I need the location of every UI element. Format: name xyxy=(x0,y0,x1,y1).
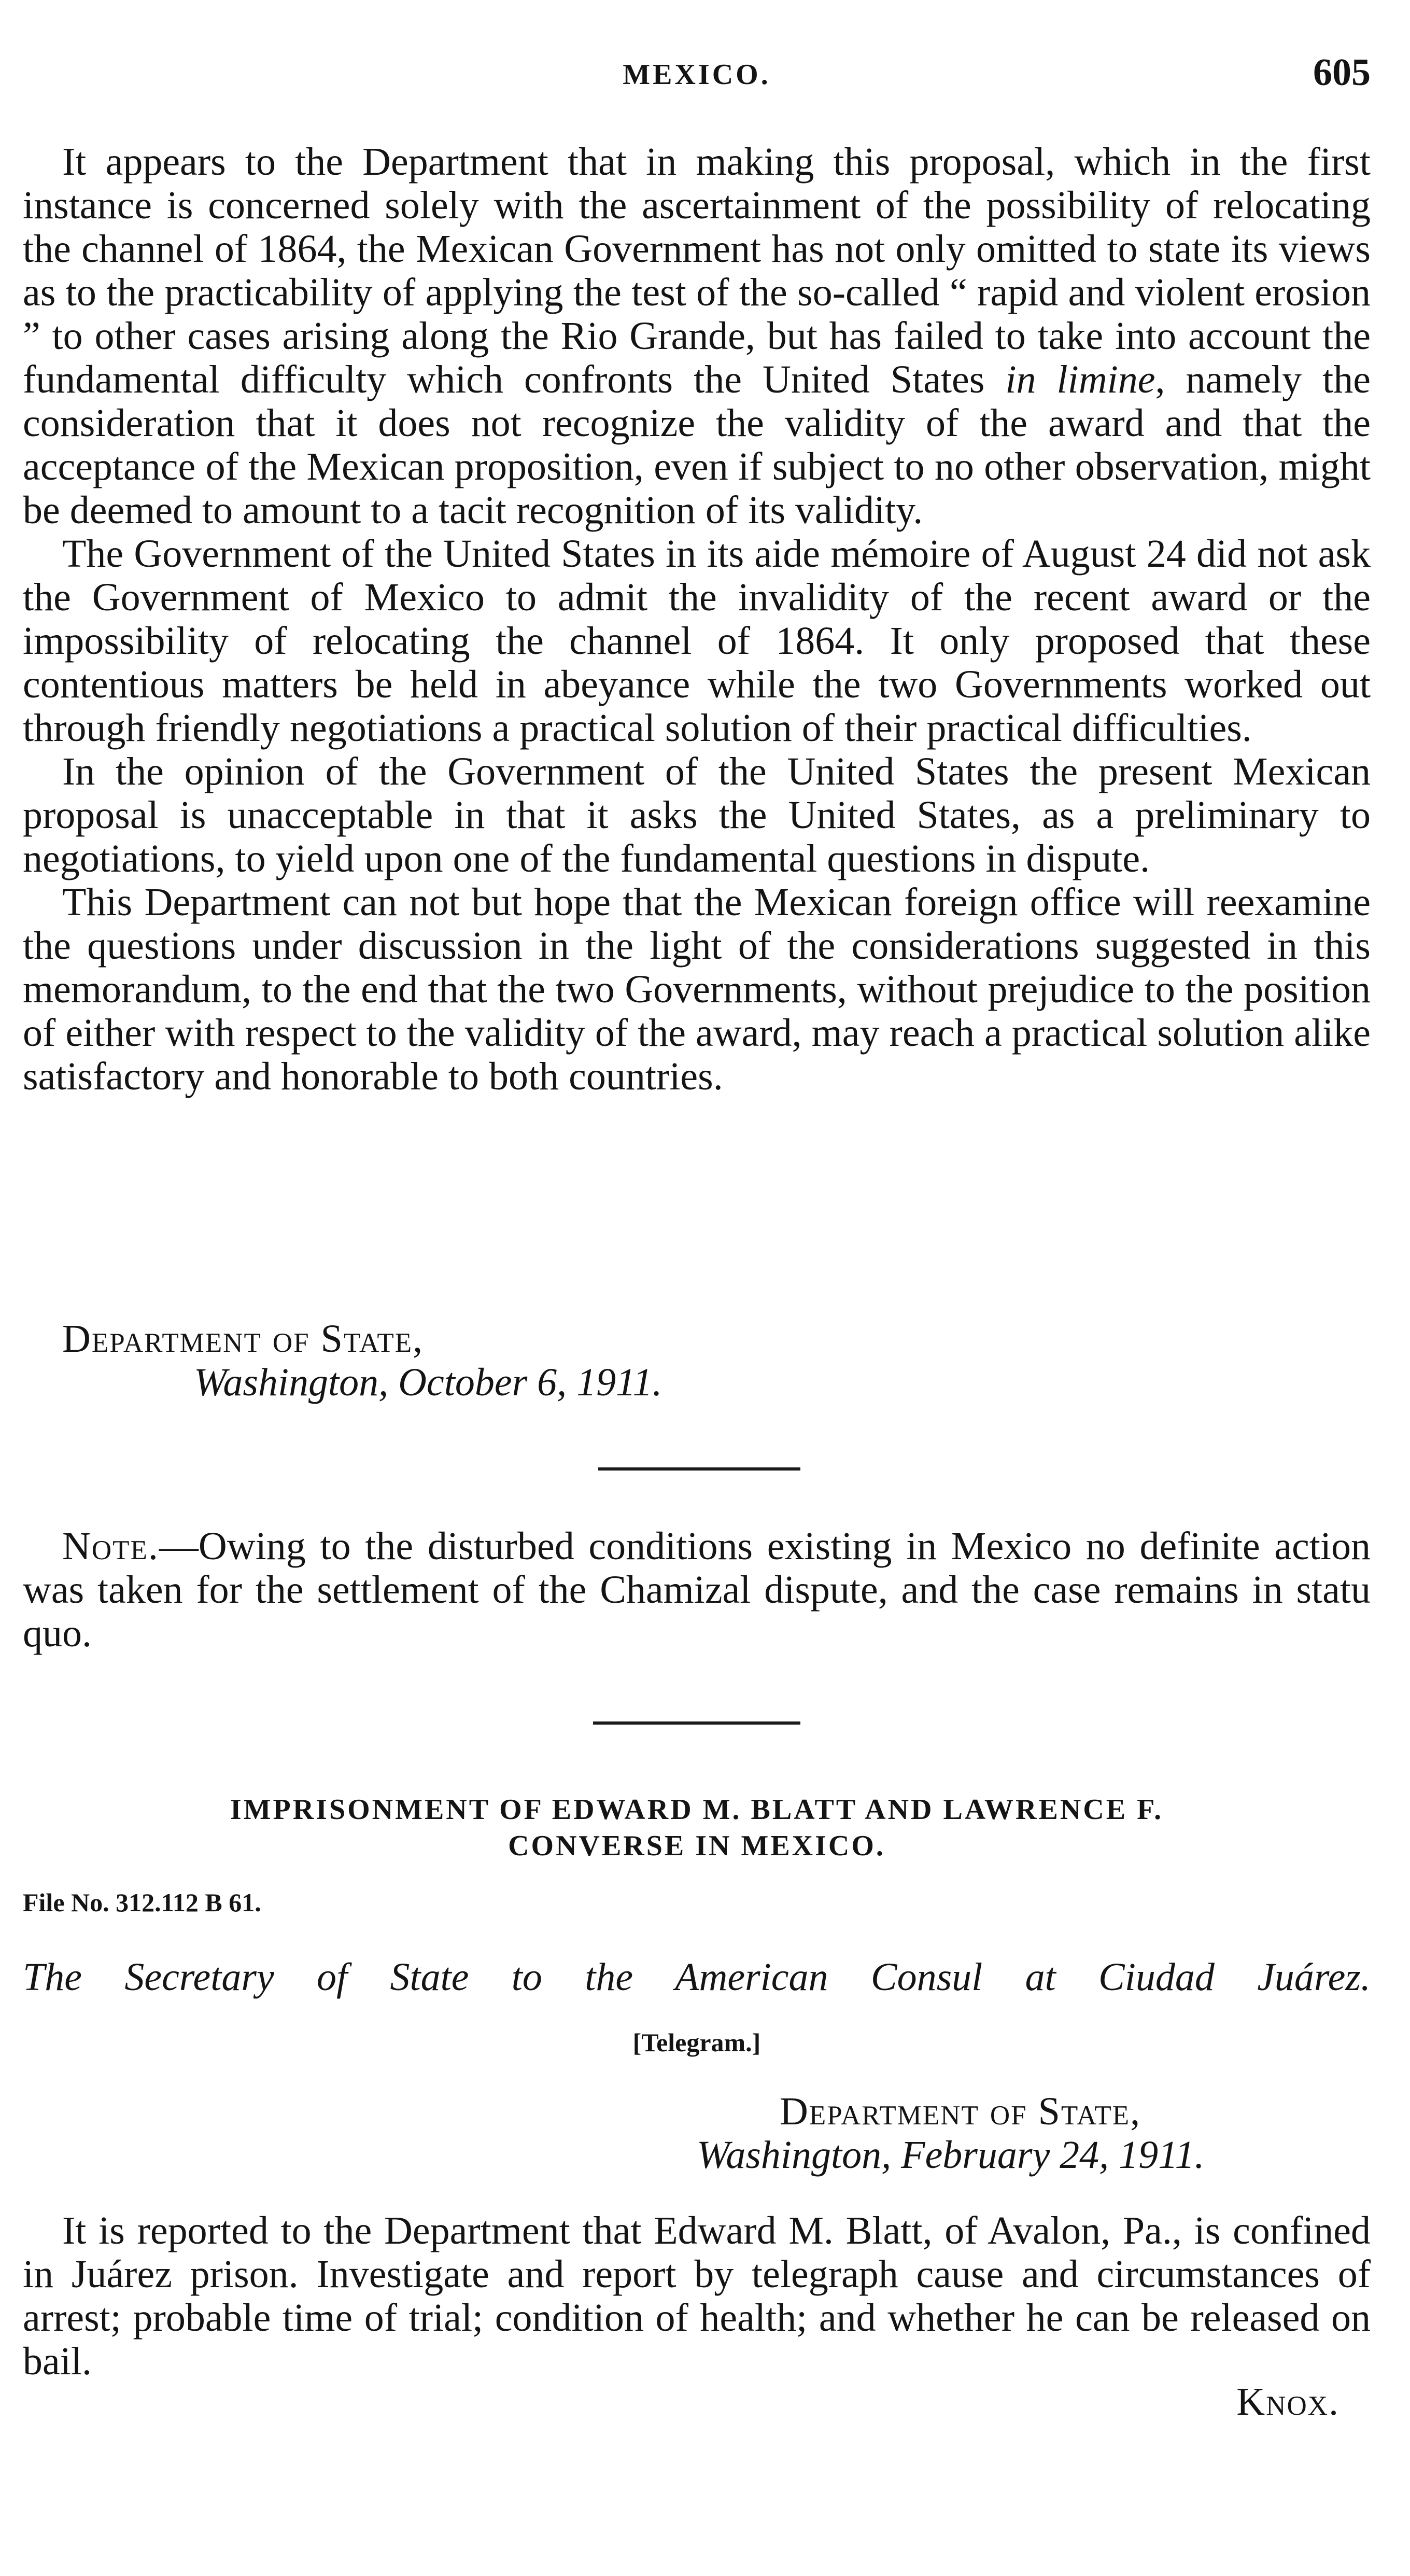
memorandum-body xyxy=(23,140,1371,1098)
paragraph-1-text-a: It appears to the Department that in making this proposal, which in the first instance is concerned solely with the ascertainment of the possibility of relocating the channel of 1864, the Mexican Government has not only omitted to state its views as to the practicability of applying the test of the so-called “ rapid and violent erosion ” to other cases arising along the Rio Grande, but has failed to take into account the fundamental difficulty which confronts the United States xyxy=(23,140,1371,401)
section-divider-1 xyxy=(598,1467,800,1471)
section-heading xyxy=(75,1791,1319,1864)
paragraph-2: The Government of the United States in its aide mémoire of August 24 did not ask the Government of Mexico to admit the invalidity of the recent award or the impossibility of relocating the channel of 1864. It only proposed that these contentious matters be held in abeyance while the two Governments worked out through friendly negotiations a practical solution of their practical difficulties. xyxy=(23,532,1371,750)
paragraph-4: This Department can not but hope that the Mexican foreign office will reexamine the questions under discussion in the light of the considerations suggested in this memorandum, to the end that the two Governments, without prejudice to the position of either with respect to the validity of the award, may reach a practical solution alike satisfactory and honorable to both countries. xyxy=(23,880,1371,1098)
note-paragraph xyxy=(23,1524,1371,1655)
section-divider-2 xyxy=(593,1721,800,1725)
paragraph-1 xyxy=(23,140,1371,532)
latin-phrase-in-limine: in limine xyxy=(1005,358,1155,401)
section-heading-line-1: IMPRISONMENT OF EDWARD M. BLATT AND LAWRENCE F. xyxy=(230,1794,1164,1826)
note-dash: — xyxy=(159,1524,199,1568)
editorial-note xyxy=(23,1524,1371,1655)
closing-signature: Knox. xyxy=(1236,2380,1340,2424)
signature-place-date-1: Washington, October 6, 1911. xyxy=(194,1361,662,1404)
running-title: MEXICO. xyxy=(623,59,771,91)
document-page xyxy=(23,0,1371,2576)
telegram-body xyxy=(23,2209,1371,2383)
file-number: File No. 312.112 B 61. xyxy=(23,1888,261,1917)
note-label: Note. xyxy=(62,1524,159,1568)
document-type: [Telegram.] xyxy=(632,2028,761,2057)
telegram-paragraph: It is reported to the Department that Edward M. Blatt, of Avalon, Pa., is confined in Juárez prison. Investigate and report by telegraph cause and circumstances of arrest; probable time of trial; condition of health; and whether he can be released on bail. xyxy=(23,2209,1371,2383)
page-number: 605 xyxy=(1313,51,1371,94)
running-head xyxy=(23,47,1371,99)
correspondents-line: The Secretary of State to the American Consul at Ciudad Juárez. xyxy=(23,1955,1371,1999)
signature-organization-1: Department of State, xyxy=(62,1317,424,1361)
section-heading-line-2: CONVERSE IN MEXICO. xyxy=(508,1830,885,1862)
note-text: Owing to the disturbed conditions existing in Mexico no definite action was taken for the settlement of the Chamizal dispute, and the case remains in statu quo. xyxy=(23,1524,1371,1655)
paragraph-3: In the opinion of the Government of the United States the present Mexican proposal is unacceptable in that it asks the United States, as a preliminary to negotiations, to yield upon one of the fundamental questions in dispute. xyxy=(23,750,1371,880)
paragraph-1-text-b: , namely the consideration that it does not recognize the validity of the award and that the acceptance of the Mexican proposition, even if subject to no other observation, might be deemed to amount to a tacit recognition of its validity. xyxy=(23,358,1371,532)
signature-organization-2: Department of State, xyxy=(780,2090,1141,2133)
signature-place-date-2: Washington, February 24, 1911. xyxy=(697,2133,1205,2177)
